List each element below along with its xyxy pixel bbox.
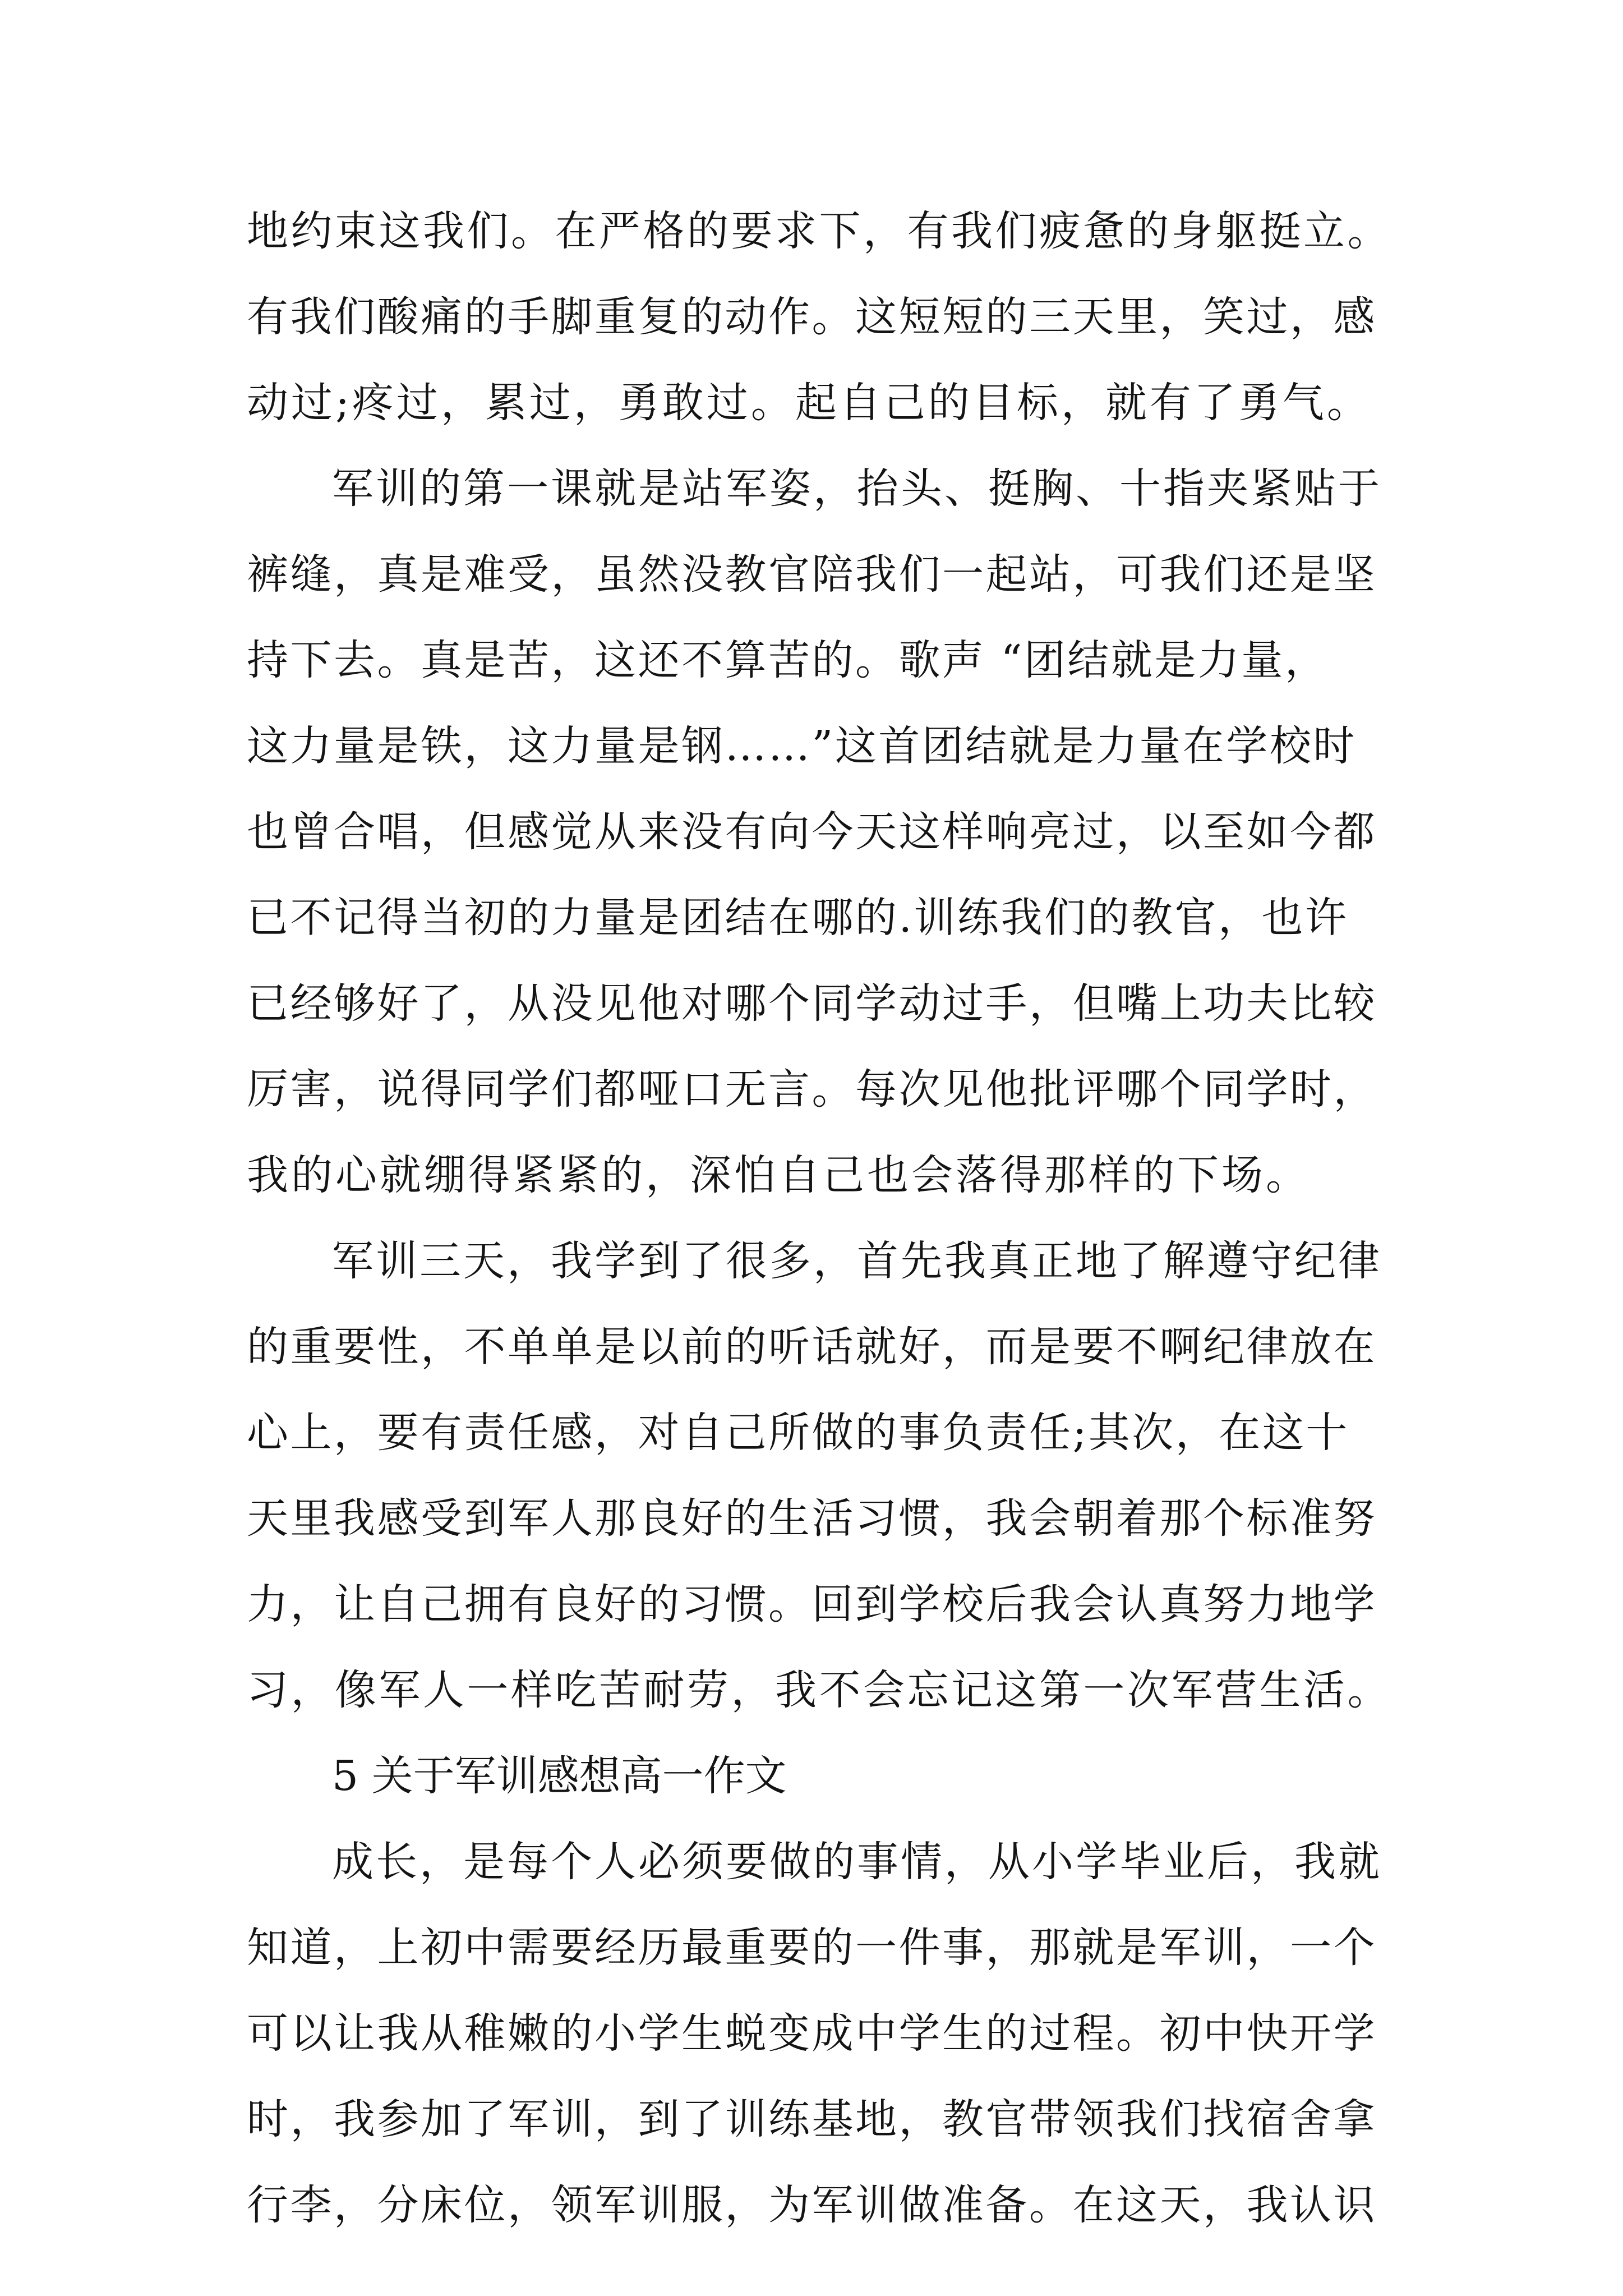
text-line: 这力量是铁，这力量是钢……”这首团结就是力量在学校时 [247,722,1357,770]
text-line: 时，我参加了军训，到了训练基地，教官带领我们找宿舍拿 [247,2095,1377,2143]
text-line: 地约束这我们。在严格的要求下，有我们疲惫的身躯挺立。 [247,207,1391,255]
text-line: 我的心就绷得紧紧的，深怕自己也会落得那样的下场。 [247,1151,1310,1199]
text-line: 知道，上初中需要经历最重要的一件事，那就是军训，一个 [247,1924,1377,1972]
text-line: 也曾合唱，但感觉从来没有向今天这样响亮过，以至如今都 [247,808,1377,856]
paragraph-first-line: 军训的第一课就是站军姿，抬头、挺胸、十指夹紧贴于 [332,464,1382,513]
text-line: 习，像军人一样吃苦耐劳，我不会忘记这第一次军营生活。 [247,1666,1391,1714]
text-line: 厉害，说得同学们都哑口无言。每次见他批评哪个同学时， [247,1065,1377,1114]
text-line: 天里我感受到军人那良好的生活习惯，我会朝着那个标准努 [247,1494,1377,1543]
paragraph-first-line: 军训三天，我学到了很多，首先我真正地了解遵守纪律 [332,1237,1382,1285]
text-line: 心上，要有责任感，对自己所做的事负责任;其次，在这十 [247,1409,1349,1457]
text-line: 行李，分床位，领军训服，为军训做准备。在这天，我认识 [247,2181,1377,2229]
text-line: 已经够好了，从没见他对哪个同学动过手，但嘴上功夫比较 [247,979,1377,1028]
text-line: 动过;疼过，累过，勇敢过。起自己的目标，就有了勇气。 [247,379,1371,427]
text-line: 已不记得当初的力量是团结在哪的.训练我们的教官，也许 [247,894,1349,942]
text-line: 有我们酸痛的手脚重复的动作。这短短的三天里，笑过，感 [247,293,1377,341]
text-line: 可以让我从稚嫩的小学生蜕变成中学生的过程。初中快开学 [247,2009,1377,2058]
text-line: 的重要性，不单单是以前的听话就好，而是要不啊纪律放在 [247,1323,1377,1371]
text-line: 力，让自己拥有良好的习惯。回到学校后我会认真努力地学 [247,1580,1377,1628]
paragraph-first-line: 成长，是每个人必须要做的事情，从小学毕业后，我就 [332,1838,1382,1886]
section-heading: 5 关于军训感想高一作文 [332,1752,787,1800]
text-line: 持下去。真是苦，这还不算苦的。歌声 “团结就是力量， [247,636,1329,684]
text-line: 裤缝，真是难受，虽然没教官陪我们一起站，可我们还是坚 [247,550,1377,599]
